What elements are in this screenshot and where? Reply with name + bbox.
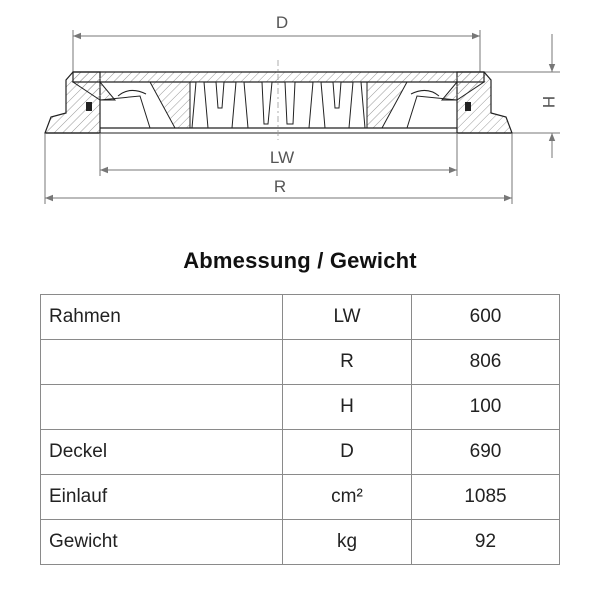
dimension-lw: [100, 133, 457, 176]
dimension-r-label: R: [273, 177, 287, 196]
table-row: [41, 430, 560, 475]
row-label: [41, 385, 283, 430]
table-row: [41, 295, 560, 340]
table-row: [41, 385, 560, 430]
row-symbol: LW: [283, 295, 412, 340]
row-label: [41, 340, 283, 385]
dimensions-weight-table: [40, 294, 560, 565]
table-row: [41, 520, 560, 565]
dimension-lw-label: LW: [269, 148, 295, 167]
row-symbol: cm²: [283, 475, 412, 520]
manhole-cross-section-drawing: [0, 0, 600, 230]
row-value: 100: [412, 385, 560, 430]
row-label: Deckel: [41, 430, 283, 475]
table-row: [41, 340, 560, 385]
table-title: Abmessung / Gewicht: [183, 248, 417, 273]
dimension-d-label: D: [275, 13, 289, 32]
row-value: 92: [412, 520, 560, 565]
row-label: Gewicht: [41, 520, 283, 565]
dimension-h-label: H: [539, 95, 558, 109]
dimension-h: [480, 34, 560, 158]
row-value: 806: [412, 340, 560, 385]
row-symbol: kg: [283, 520, 412, 565]
row-value: 690: [412, 430, 560, 475]
table-row: [41, 475, 560, 520]
frame-and-cover-section: [45, 60, 512, 140]
row-label: Einlauf: [41, 475, 283, 520]
row-value: 1085: [412, 475, 560, 520]
row-value: 600: [412, 295, 560, 340]
row-symbol: R: [283, 340, 412, 385]
row-symbol: H: [283, 385, 412, 430]
row-label: Rahmen: [41, 295, 283, 340]
dimension-r: [45, 133, 512, 204]
dimension-d: [73, 13, 480, 72]
row-symbol: D: [283, 430, 412, 475]
